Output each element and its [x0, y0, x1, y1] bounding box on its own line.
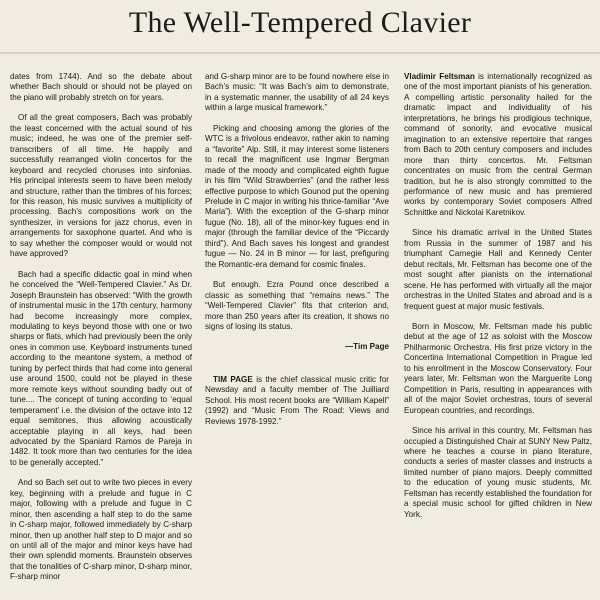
author-signature: —Tim Page	[345, 342, 389, 352]
paragraph: Of all the great composers, Bach was probably the least concerned with the actual sound of his music; indeed, he was one of the premier self-transcribers of all time. He happily and successfully rearranged violin concertos for the keyboard and recycled choruses into sinfonias. His principal interests seem to have been melody and structure, rather than the timbres of his forces; for this reason, his music survives a multiplicity of processing. Bach’s compositions work on the synthesizer, in versions for jazz chorus, even in arrangements for saxophone quartet. And who is to say whether the composer would or would not have approved?	[10, 113, 192, 259]
author-bio	[205, 375, 389, 427]
artist-name: Vladimir Feltsman	[404, 72, 475, 81]
paragraph: Since his arrival in this country, Mr. Feltsman has occupied a Distinguished Chair at SUNY New Paltz, where he teaches a course in piano literature, conducts a series of master classes and instructs a limited number of piano majors. Deeply committed to the education of young music students, Mr. Feltsman has recently established the foundation for a special music school for gifted children in New York.	[404, 426, 592, 519]
paragraph: But enough. Ezra Pound once described a classic as something that “remains news.” The “Well-Tempered Clavier” fits that criterion and, more than 250 years after its creation, it shows no signs of losing its status.	[205, 280, 389, 331]
paragraph: Born in Moscow, Mr. Feltsman made his public debut at the age of 12 as soloist with the Moscow Philharmonic Orchestra. His first prize victory in the Concertina International Competition in Prague led to his enrollment in the Moscow Conservatory. Four years later, Mr. Feltsman won the Marguerite Long Competition in Paris, resulting in appearances with all of the major Soviet orchestras, tours of several European countries, and recordings.	[404, 321, 592, 415]
column-3	[404, 72, 592, 530]
paragraph: And so Bach set out to write two pieces in every key, beginning with a prelude and fugue in C major, following with a prelude and fugue in C minor, then ascending a half step to do the same in C-sharp major, followed immediately by C-sharp minor, then up another half step to D major and so on until all of the major and minor keys have had their own splendid moments. Braunstein observes that the tonalities of C-sharp minor, D-sharp minor, F-sharp minor	[10, 478, 192, 582]
page-title: The Well-Tempered Clavier	[128, 6, 472, 39]
title-divider	[0, 52, 600, 54]
author-bio-text: is the chief classical music critic for Newsday and a faculty member of The Juilliard School. His most recent books are “William Kapell” (1992) and “Music From The Road: Views and Reviews 1978-1992.”	[205, 374, 390, 426]
author-bio-name: TIM PAGE	[213, 374, 253, 384]
column-1	[10, 72, 192, 593]
column-2	[205, 72, 389, 437]
paragraph: Picking and choosing among the glories of the WTC is a frivolous endeavor, rather akin to naming a “favorite” Alp. Still, it may interest some listeners to recall the magnificent use Ingmar Bergman made of the moody and complicated eighth fugue in his film “Wild Strawberries” (and the rather less effective purpose to which Gounod put the opening Prelude in C major in writing his thrice-familiar “Ave Maria”). With the exception of the G-sharp minor fugue (No. 18), all of the minor-key fugues end in major (through the familiar device of the “Piccardy third”). And Bach saves his longest and grandest fugue — No. 24 in B minor — for last, prefiguring the Romantic-era demand for cosmic finales.	[205, 123, 389, 269]
paragraph: Since his dramatic arrival in the United States from Russia in the summer of 1987 and his triumphant Carnegie Hall and Kennedy Center debut recitals, Mr. Feltsman has become one of the most sought after pianists on the international scene. He has performed with virtually all the major orchestras in the United States and abroad and is a frequent guest at major music festivals.	[404, 228, 592, 311]
paragraph: Bach had a specific didactic goal in mind when he conceived the “Well-Tempered Clavier.” As Dr. Joseph Braunstein has observed: “With the growth of instrumental music in the 17th century, harmony had become increasingly more complex, modulating to keys beyond those with one or two sharps or flats, which had previously been the only ones in common use. Keyboard instruments tuned according to the meantone system, a method of tuning by perfect thirds that had come into general use around 1500, could not be played in these more remote keys without sounding badly out of tune.... The concept of tuning according to ‘equal temperament’ i.e. the division of the octave into 12 equal semitones, thus allowing acoustically acceptable playing in all keys, had been advocated by the Spaniard Ramos de Pareja in 1482. It took more than two centuries for the idea to be generally accepted.”	[10, 269, 192, 467]
artist-bio-intro	[404, 72, 592, 218]
paragraph: and G-sharp minor are to be found nowhere else in Bach’s music: “It was Bach’s aim to demonstrate, in a systematic manner, the usability of all 24 keys within a large musical framework.”	[205, 72, 389, 113]
paragraph: dates from 1744). And so the debate about whether Bach should or should not be played on the piano will probably stretch on for years.	[10, 72, 192, 102]
paragraph: is internationally recognized as one of the most important pianists of his generation. A compelling artistic personality hailed for the dramatic impact and individuality of his interpretations, he brings his prodigious technique, command of sonority, and evocative musical imagination to an extensive repertoire that ranges from Bach to 20th century composers and includes more than thirty concertos. Mr. Feltsman concentrates on music from the central German tradition, but he is also strongly committed to the performance of new music and has premiered works by contemporary Soviet composers Alfred Schnittke and Nickolai Karetnikov.	[404, 72, 592, 217]
